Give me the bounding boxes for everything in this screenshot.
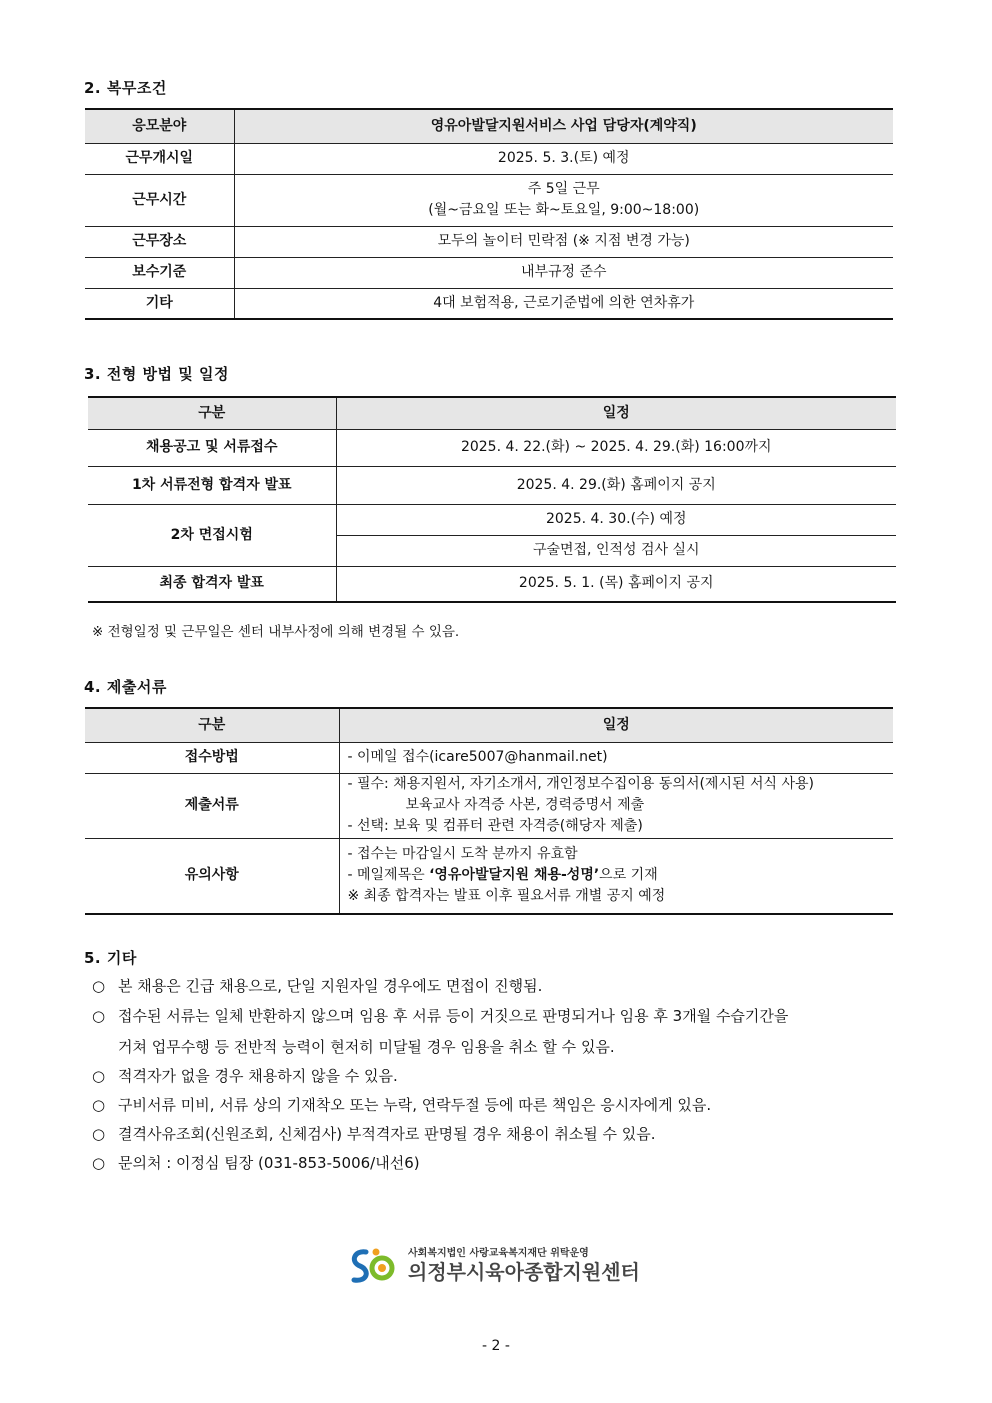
row-value <box>339 838 893 914</box>
list-item-continuation: 거쳐 업무수행 등 전반적 능력이 현저히 미달될 경우 임용을 취소 할 수 있음. <box>118 1038 615 1056</box>
schedule-table <box>88 396 896 603</box>
row-label: 보수기준 <box>85 257 234 288</box>
documents-table <box>85 707 893 915</box>
row-label: 근무장소 <box>85 226 234 257</box>
row-value: 모두의 놀이터 민락점 (※ 지점 변경 가능) <box>234 226 893 257</box>
row-value: 2025. 4. 22.(화) ~ 2025. 4. 29.(화) 16:00까지 <box>336 429 896 466</box>
list-item <box>92 1066 892 1086</box>
list-item <box>92 1095 892 1115</box>
circle-bullet-icon: ○ <box>92 1067 106 1085</box>
circle-bullet-icon: ○ <box>92 1007 106 1025</box>
caution-line: ※ 최종 합격자는 발표 이후 필요서류 개별 공지 예정 <box>347 888 666 905</box>
mail-subject-pre: - 메일제목은 <box>347 867 430 884</box>
row-label: 채용공고 및 서류접수 <box>88 429 336 466</box>
logo-mark-icon <box>346 1244 406 1288</box>
row-label: 근무개시일 <box>85 143 234 174</box>
section-2-title: 2. 복무조건 <box>84 79 167 97</box>
required-docs-line <box>348 795 890 816</box>
page-number: - 2 - <box>482 1338 510 1354</box>
optional-docs-line: - 선택: 보육 및 컴퓨터 관련 자격증(해당자 제출) <box>347 818 643 834</box>
center-logo <box>346 1244 646 1288</box>
circle-bullet-icon: ○ <box>92 977 106 995</box>
header-label: 응모분야 <box>85 109 234 143</box>
list-item-text: 문의처 : 이정심 팀장 (031-853-5006/내선6) <box>118 1154 420 1172</box>
required-docs-line: - 필수: 채용지원서, 자기소개서, 개인정보수집이용 동의서(제시된 서식 사용) <box>347 776 814 792</box>
row-label: 2차 면접시험 <box>88 504 336 566</box>
row-value <box>234 174 893 226</box>
row-label: 유의사항 <box>85 838 339 914</box>
row-label: 접수방법 <box>85 742 339 773</box>
row-value: 구술면접, 인적성 검사 실시 <box>336 535 896 566</box>
list-item <box>92 1153 892 1173</box>
mail-subject-format: ‘영유아발달지원 채용-성명’ <box>429 867 600 884</box>
list-item <box>92 1124 892 1144</box>
row-value: 2025. 5. 3.(토) 예정 <box>234 143 893 174</box>
section-4-title: 4. 제출서류 <box>84 678 167 696</box>
row-value: 2025. 5. 1. (목) 홈페이지 공지 <box>336 566 896 602</box>
row-label: 최종 합격자 발표 <box>88 566 336 602</box>
list-item-text: 적격자가 없을 경우 채용하지 않을 수 있음. <box>118 1067 398 1085</box>
row-value: 4대 보험적용, 근로기준법에 의한 연차휴가 <box>234 288 893 319</box>
logo-subtitle: 사회복지법인 사랑교육복지재단 위탁운영 <box>408 1248 589 1259</box>
row-label: 기타 <box>85 288 234 319</box>
header-category: 구분 <box>85 708 339 742</box>
circle-bullet-icon: ○ <box>92 1096 106 1114</box>
schedule-note: ※ 전형일정 및 근무일은 센터 내부사정에 의해 변경될 수 있음. <box>92 624 460 640</box>
work-hours-line2: (월~금요일 또는 화~토요일, 9:00~18:00) <box>428 202 700 218</box>
logo-title: 의정부시육아종합지원센터 <box>408 1260 640 1284</box>
work-hours-line1: 주 5일 근무 <box>527 181 600 197</box>
required-docs-cont: 보육교사 자격증 사본, 경력증명서 제출 <box>405 797 645 813</box>
circle-bullet-icon: ○ <box>92 1125 106 1143</box>
list-item-text: 접수된 서류는 일체 반환하지 않으며 임용 후 서류 등이 거짓으로 판명되거나 임용 후 3개월 수습기간을 <box>118 1007 789 1025</box>
section-5-title: 5. 기타 <box>84 949 137 967</box>
row-label: 1차 서류전형 합격자 발표 <box>88 466 336 504</box>
list-item-text: 구비서류 미비, 서류 상의 기재착오 또는 누락, 연락두절 등에 따른 책임은 응시자에게 있음. <box>118 1096 712 1114</box>
row-value: - 이메일 접수(icare5007@hanmail.net) <box>339 742 893 773</box>
row-label: 제출서류 <box>85 773 339 838</box>
list-item-text: 본 채용은 긴급 채용으로, 단일 지원자일 경우에도 면접이 진행됨. <box>118 977 543 995</box>
list-item <box>92 1006 892 1026</box>
work-conditions-table <box>85 108 893 320</box>
header-category: 구분 <box>88 397 336 429</box>
header-schedule: 일정 <box>339 708 893 742</box>
row-value: 내부규정 준수 <box>234 257 893 288</box>
caution-line: - 접수는 마감일시 도착 분까지 유효함 <box>347 846 578 863</box>
caution-line <box>348 865 890 886</box>
row-value: 2025. 4. 30.(수) 예정 <box>336 504 896 535</box>
header-schedule: 일정 <box>336 397 896 429</box>
mail-subject-post: 으로 기재 <box>599 867 658 884</box>
circle-bullet-icon: ○ <box>92 1154 106 1172</box>
header-value: 영유아발달지원서비스 사업 담당자(계약직) <box>234 109 893 143</box>
row-value: 2025. 4. 29.(화) 홈페이지 공지 <box>336 466 896 504</box>
list-item-text: 결격사유조회(신원조회, 신체검사) 부적격자로 판명될 경우 채용이 취소될 수 있음. <box>118 1125 656 1143</box>
row-label: 근무시간 <box>85 174 234 226</box>
section-3-title: 3. 전형 방법 및 일정 <box>84 365 229 383</box>
list-item <box>92 976 892 996</box>
row-value <box>339 773 893 838</box>
